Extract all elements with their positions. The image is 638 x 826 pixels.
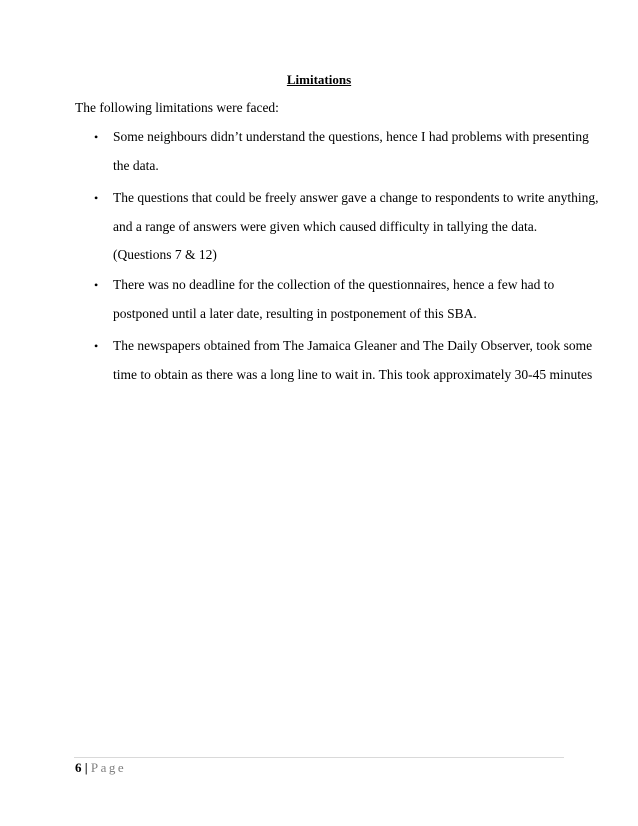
page-label: Page [90,760,127,775]
list-item-line: postponed until a later date, resulting in postponement of this SBA. [113,306,477,321]
list-item-line: the data. [113,158,159,173]
bullet-icon: • [94,130,99,144]
page-number: 6 [75,760,82,775]
list-item-line: There was no deadline for the collection of the questionnaires, hence a few had to [113,277,555,292]
footer-divider [74,757,564,758]
page-footer [75,759,126,777]
footer-separator: | [84,760,88,775]
bullet-icon: • [94,191,99,205]
section-heading: Limitations [286,72,352,87]
list-item-line: time to obtain as there was a long line to wait in. This took approximately 30-45 minutes [113,367,593,382]
list-item-line: and a range of answers were given which caused difficulty in tallying the data. [113,219,538,234]
bullet-icon: • [94,278,99,292]
bullet-icon: • [94,339,99,353]
list-item-line: Some neighbours didn’t understand the questions, hence I had problems with presenting [113,129,589,144]
intro-text: The following limitations were faced: [75,100,279,115]
list-item-line: (Questions 7 & 12) [113,247,217,262]
list-item-line: The newspapers obtained from The Jamaica Gleaner and The Daily Observer, took some [113,338,593,353]
list-item-line: The questions that could be freely answer gave a change to respondents to write anything, [113,190,599,205]
